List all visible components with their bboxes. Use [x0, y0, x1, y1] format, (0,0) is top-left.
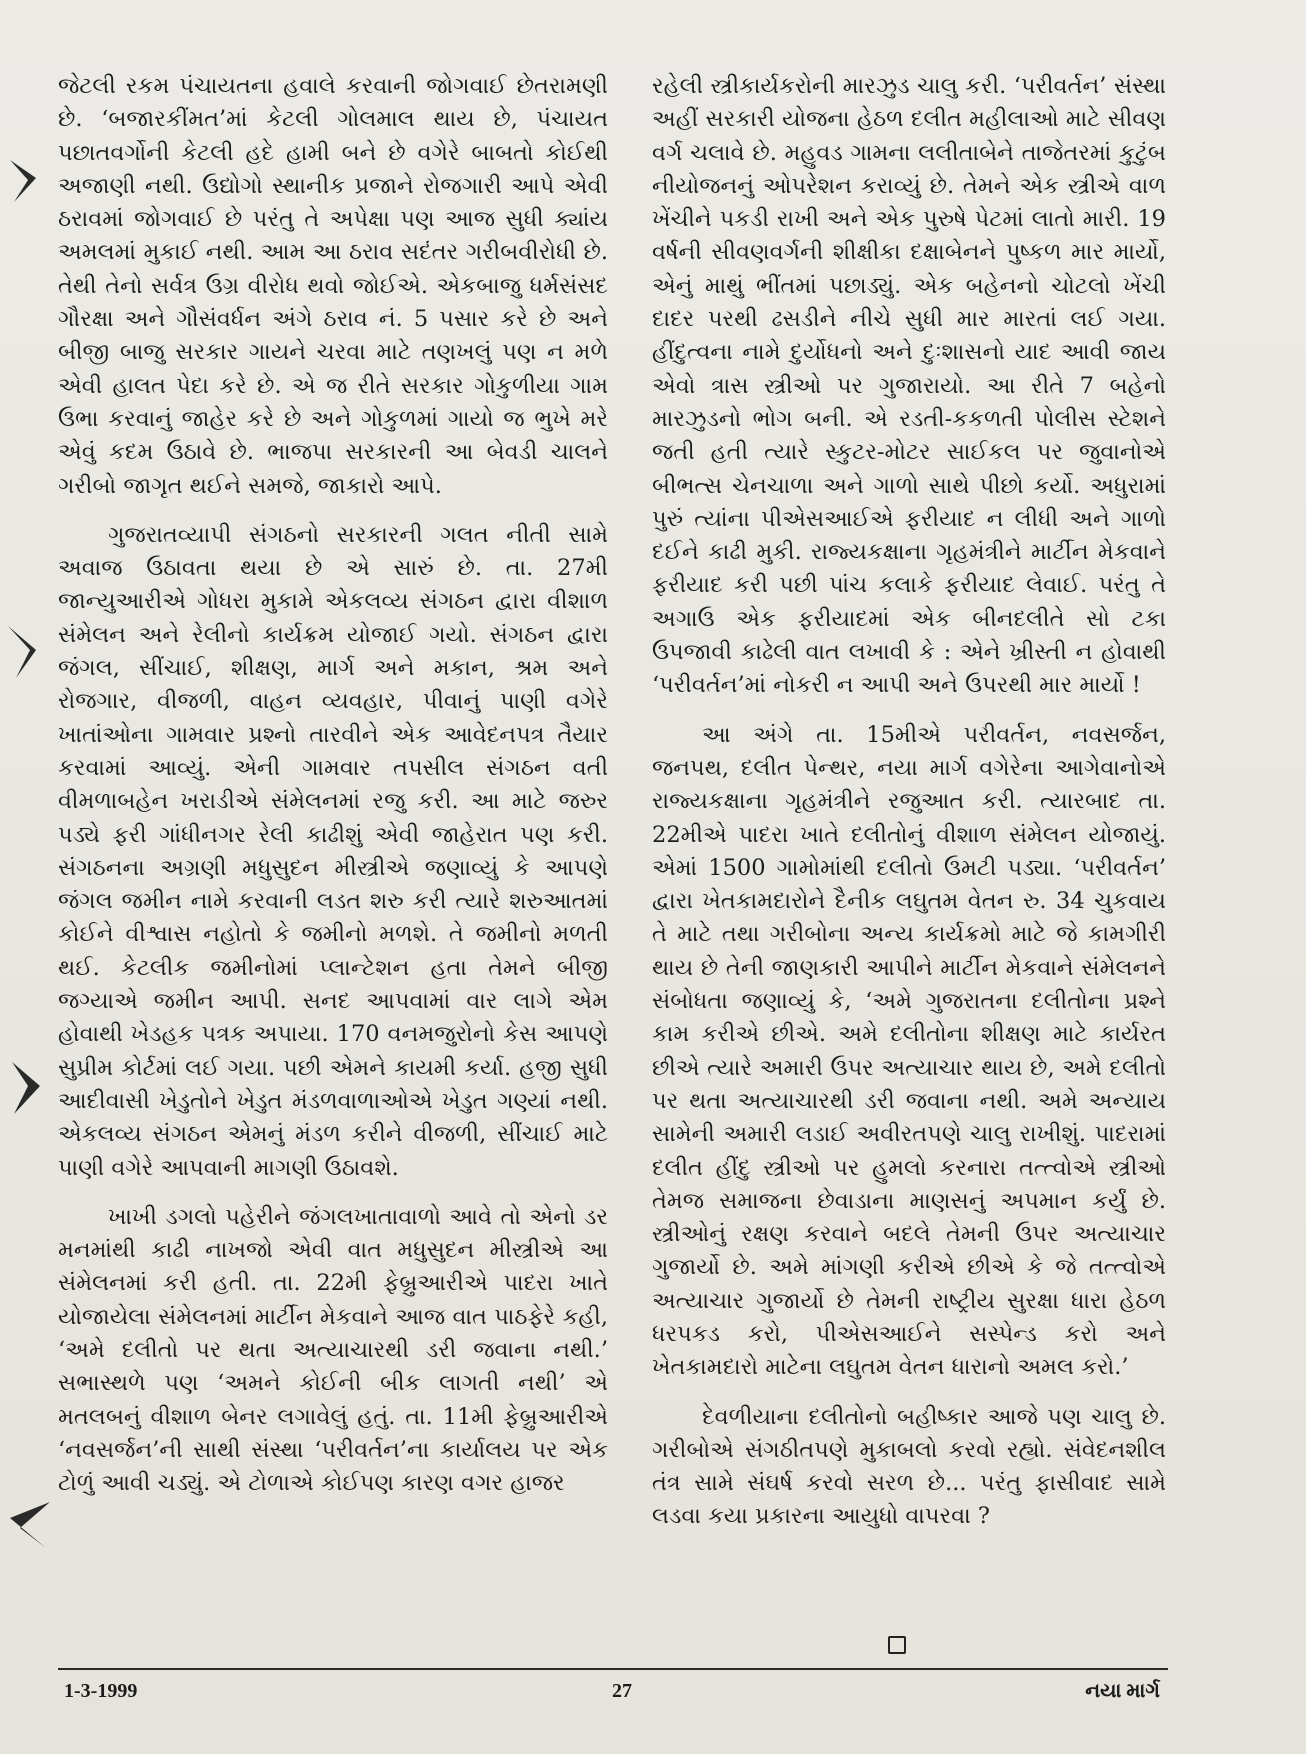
article-right-column [652, 70, 1166, 1630]
binding-hole-mark [6, 1058, 56, 1118]
page-number: 27 [612, 1680, 632, 1702]
binding-hole-mark [6, 1494, 56, 1554]
magazine-name: નયા માર્ગ [1085, 1680, 1160, 1702]
paragraph: ખાખી ડગલો પહેરીને જંગલખાતાવાળો આવે તો એનો ડર મનમાંથી કાઢી નાખજો એવી વાત મધુસુદન મીસ્ત્રીએ આ સંમેલનમાં કરી હતી. તા. 22મી ફેબ્રુઆરીએ પાદરા ખાતે યોજાયેલા સંમેલનમાં માર્ટીન મેકવાને આજ વાત પાઠફેરે કહી, ‘અમે દલીતો પર થતા અત્યાચારથી ડરી જવાના નથી.’ સભાસ્થળે પણ ‘અમને કોઈની બીક લાગતી નથી’ એ મતલબનું વીશાળ બેનર લગાવેલું હતું. તા. 11મી ફેબ્રુઆરીએ ‘નવસર્જન’ની સાથી સંસ્થા ‘પરીવર્તન’ના કાર્યાલય પર એક ટોળું આવી ચડ્યું. એ ટોળાએ કોઈપણ કારણ વગર હાજર [58, 1203, 608, 1497]
paragraph: જેટલી રકમ પંચાયતના હવાલે કરવાની જોગવાઈ છેતરામણી છે. ‘બજારકીંમત’માં કેટલી ગોલમાલ થાય છે, પંચાયત પછાતવર્ગોની કેટલી હદે હામી બને છે વગેરે બાબતો કોઈથી અજાણી નથી. ઉદ્યોગો સ્થાનીક પ્રજાને રોજગારી આપે એવી ઠરાવમાં જોગવાઈ છે પરંતુ તે અપેક્ષા પણ આજ સુધી ક્યાંય અમલમાં મુકાઈ નથી. આમ આ ઠરાવ સદંતર ગરીબવીરોધી છે. તેથી તેનો સર્વત્ર ઉગ્ર વીરોધ થવો જોઈએ. એકબાજુ ધર્મસંસદ ગૌરક્ષા અને ગૌસંવર્ધન અંગે ઠરાવ નં. 5 પસાર કરે છે અને બીજી બાજુ સરકાર ગાયને ચરવા માટે તણખલું પણ ન મળે એવી હાલત પેદા કરે છે. એ જ રીતે સરકાર ગોકુળીયા ગામ ઉભા કરવાનું જાહેર કરે છે અને ગોકુળમાં ગાયો જ ભુખે મરે એવું કદમ ઉઠાવે છે. ભાજપા સરકારની આ બેવડી ચાલને ગરીબો જાગૃત થઈને સમજે, જાકારો આપે. [58, 73, 608, 499]
article-left-column [58, 70, 608, 1660]
binding-hole-mark [6, 620, 56, 680]
footer-date: 1-3-1999 [64, 1680, 138, 1702]
footer-rule [58, 1668, 1168, 1670]
paragraph: ગુજરાતવ્યાપી સંગઠનો સરકારની ગલત નીતી સામે અવાજ ઉઠાવતા થયા છે એ સારું છે. તા. 27મી જાન્યુઆરીએ ગોધરા મુકામે એકલવ્ય સંગઠન દ્વારા વીશાળ સંમેલન અને રેલીનો કાર્યક્રમ યોજાઈ ગયો. સંગઠન દ્વારા જંગલ, સીંચાઈ, શીક્ષણ, માર્ગ અને મકાન, શ્રમ અને રોજગાર, વીજળી, વાહન વ્યવહાર, પીવાનું પાણી વગેરે ખાતાંઓના ગામવાર પ્રશ્નો તારવીને એક આવેદનપત્ર તૈયાર કરવામાં આવ્યું. એની ગામવાર તપસીલ સંગઠન વતી વીમળાબહેન ખરાડીએ સંમેલનમાં રજુ કરી. આ માટે જરુર પડ્યે ફરી ગાંધીનગર રેલી કાઢીશું એવી જાહેરાત પણ કરી. સંગઠનના અગ્રણી મધુસુદન મીસ્ત્રીએ જણાવ્યું કે આપણે જંગલ જમીન નામે કરવાની લડત શરુ કરી ત્યારે શરુઆતમાં કોઈને વીશ્વાસ નહોતો કે જમીનો મળશે. તે જમીનો મળતી થઈ. કેટલીક જમીનોમાં પ્લાન્ટેશન હતા તેમને બીજી જગ્યાએ જમીન આપી. સનદ આપવામાં વાર લાગે એમ હોવાથી ખેડહક પત્રક અપાયા. 170 વનમજુરોનો કેસ આપણે સુપ્રીમ કોર્ટમાં લઈ ગયા. પછી એમને કાયમી કર્યા. હજી સુધી આદીવાસી ખેડુતોને ખેડુત મંડળવાળાઓએ ખેડુત ગણ્યાં નથી. એકલવ્ય સંગઠન એમનું મંડળ કરીને વીજળી, સીંચાઈ માટે પાણી વગેરે આપવાની માગણી ઉઠાવશે. [58, 521, 608, 1181]
article-end-mark [888, 1636, 906, 1654]
paragraph: દેવળીયાના દલીતોનો બહીષ્કાર આજે પણ ચાલુ છે. ગરીબોએ સંગઠીતપણે મુકાબલો કરવો રહ્યો. સંવેદનશીલ તંત્ર સામે સંઘર્ષ કરવો સરળ છે... પરંતુ ફાસીવાદ સામે લડવા કયા પ્રકારના આયુધો વાપરવા ? [652, 1403, 1166, 1530]
paragraph: રહેલી સ્ત્રીકાર્યકરોની મારઝુડ ચાલુ કરી. ‘પરીવર્તન’ સંસ્થા અહીં સરકારી યોજના હેઠળ દલીત મહીલાઓ માટે સીવણ વર્ગ ચલાવે છે. મહુવડ ગામના લલીતાબેને તાજેતરમાં કુટુંબ નીયોજનનું ઓપરેશન કરાવ્યું છે. તેમને એક સ્ત્રીએ વાળ ખેંચીને પકડી રાખી અને એક પુરુષે પેટમાં લાતો મારી. 19 વર્ષની સીવણવર્ગની શીક્ષીકા દક્ષાબેનને પુષ્કળ માર માર્યો, એનું માથું ભીંતમાં પછાડ્યું. એક બહેનનો ચોટલો ખેંચી દાદર પરથી ઢસડીને નીચે સુધી માર મારતાં લઈ ગયા. હીંદુત્વના નામે દુર્યોધનો અને દુઃશાસનો યાદ આવી જાય એવો ત્રાસ સ્ત્રીઓ પર ગુજારાયો. આ રીતે 7 બહેનો મારઝુડનો ભોગ બની. એ રડતી-કકળતી પોલીસ સ્ટેશને જતી હતી ત્યારે સ્કુટર-મોટર સાઈકલ પર જુવાનોએ બીભત્સ ચેનચાળા અને ગાળો સાથે પીછો કર્યો. અધુરામાં પુરું ત્યાંના પીએસઆઈએ ફરીયાદ ન લીધી અને ગાળો દઈને કાઢી મુકી. રાજ્યકક્ષાના ગૃહમંત્રીને માર્ટીન મેકવાને ફરીયાદ કરી પછી પાંચ કલાકે ફરીયાદ લેવાઈ. પરંતુ તે અગાઉ એક ફરીયાદમાં એક બીનદલીતે સો ટકા ઉપજાવી કાઢેલી વાત લખાવી કે : એને ખ્રીસ્તી ન હોવાથી ‘પરીવર્તન’માં નોકરી ન આપી અને ઉપરથી માર માર્યો ! [652, 73, 1166, 699]
binding-hole-mark [6, 150, 56, 210]
paragraph: આ અંગે તા. 15મીએ પરીવર્તન, નવસર્જન, જનપથ, દલીત પેન્થર, નયા માર્ગ વગેરેના આગેવાનોએ રાજ્યકક્ષાના ગૃહમંત્રીને રજુઆત કરી. ત્યારબાદ તા. 22મીએ પાદરા ખાતે દલીતોનું વીશાળ સંમેલન યોજાયું. એમાં 1500 ગામોમાંથી દલીતો ઉમટી પડ્યા. ‘પરીવર્તન’ દ્વારા ખેતકામદારોને દૈનીક લઘુતમ વેતન રુ. 34 ચુકવાય તે માટે તથા ગરીબોના અન્ય કાર્યક્રમો માટે જે કામગીરી થાય છે તેની જાણકારી આપીને માર્ટીન મેકવાને સંમેલનને સંબોધતા જણાવ્યું કે, ‘અમે ગુજરાતના દલીતોના પ્રશ્ને કામ કરીએ છીએ. અમે દલીતોના શીક્ષણ માટે કાર્યરત છીએ ત્યારે અમારી ઉપર અત્યાચાર થાય છે, અમે દલીતો પર થતા અત્યાચારથી ડરી જવાના નથી. અમે અન્યાય સામેની અમારી લડાઈ અવીરતપણે ચાલુ રાખીશું. પાદરામાં દલીત હીંદુ સ્ત્રીઓ પર હુમલો કરનારા તત્ત્વોએ સ્ત્રીઓ તેમજ સમાજના છેવાડાના માણસનું અપમાન કર્યું છે. સ્ત્રીઓનું રક્ષણ કરવાને બદલે તેમની ઉપર અત્યાચાર ગુજાર્યો છે. અમે માંગણી કરીએ છીએ કે જે તત્ત્વોએ અત્યાચાર ગુજાર્યો છે તેમની રાષ્ટ્રીય સુરક્ષા ધારા હેઠળ ધરપકડ કરો, પીએસઆઈને સસ્પેન્ડ કરો અને ખેતકામદારો માટેના લઘુતમ વેતન ધારાનો અમલ કરો.’ [652, 721, 1166, 1381]
